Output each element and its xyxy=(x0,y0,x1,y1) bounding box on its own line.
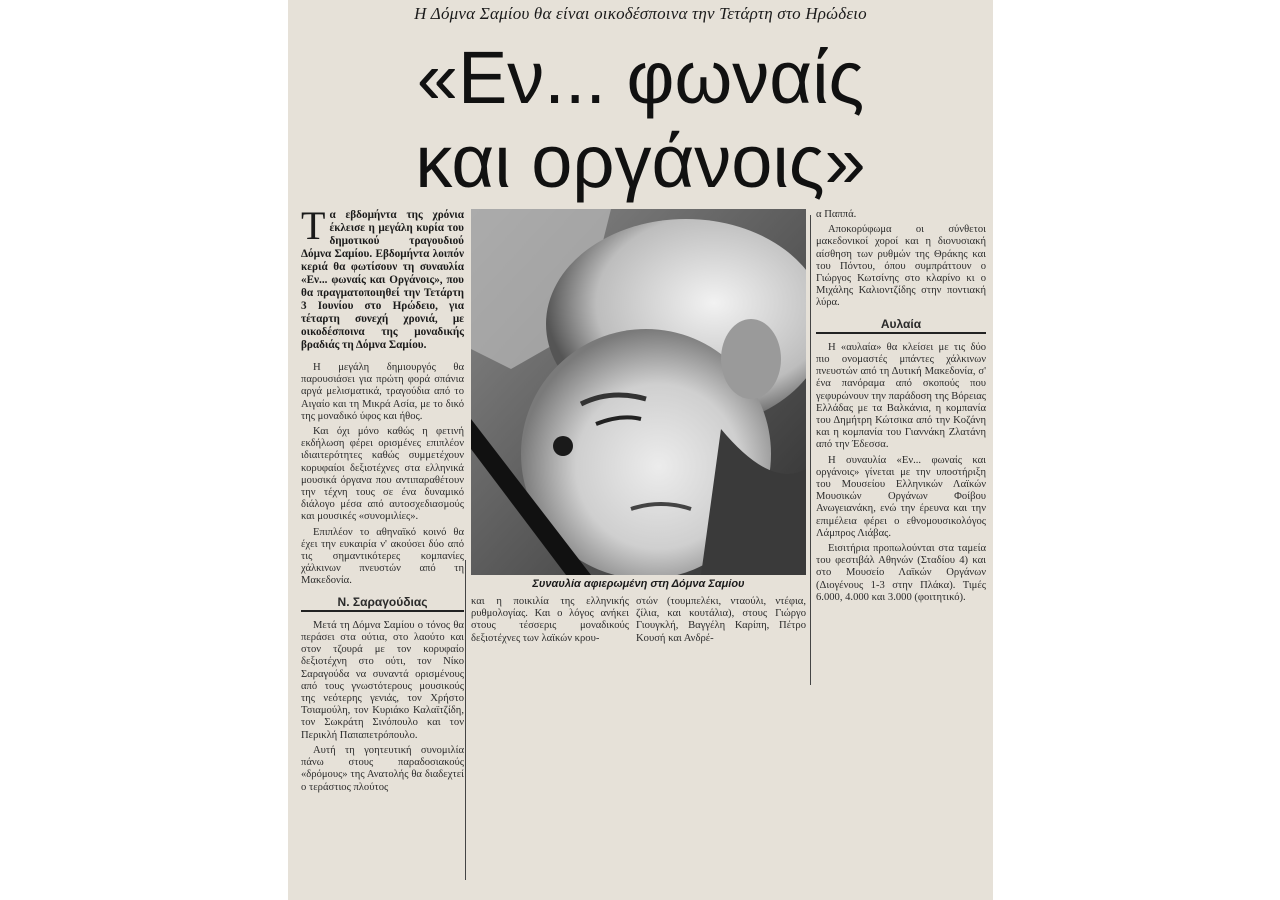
body-paragraph: στών (τουμπελέκι, νταούλι, ντέφια, ζίλια, και κουτάλια), στους Γιώργο Γιουγκλή, Βαγγέλη Καρίπη, Πέτρο Κουσή και Ανδρέ- xyxy=(636,596,806,644)
body-paragraph: Και όχι μόνο καθώς η φετινή εκδήλωση φέρει ορισμένες επιπλέον ιδιαιτερότητες καθώς συμμετέχουν κορυφαίοι δεξιοτέχνες στα ελληνικά μουσικά όργανα που αντιπαραθέτουν την τέχνη τους σε ένα δυναμικό διάλογο μέσα από αυτοσχεδιασμούς και μουσικές «συνομιλίες». xyxy=(301,426,464,523)
body-paragraph: Εισιτήρια προπωλούνται στα ταμεία του φεστιβάλ Αθηνών (Σταδίου 4) και στο Μουσείο Λαϊκών Οργάνων (Διογένους 1-3 στην Πλάκα). Τιμές 6.000, 4.000 και 3.000 (φοιτητικό). xyxy=(816,543,986,603)
column-1 xyxy=(301,203,464,797)
body-paragraph: Η «αυλαία» θα κλείσει με τις δύο πιο ονομαστές μπάντες χάλκινων πνευστών από τη Δυτική Μακεδονία, σ' ένα πανόραμα από σκοπούς που γεφυρώνουν την παράδοση της Βόρειας Ελλάδας με τα Βαλκάνια, η κομπανία του Δημήτρη Κώτσικα από την Κοζάνη και η κομπανία του Γιαννάκη Ζλατάνη από την Έδεσσα. xyxy=(816,341,986,451)
column-3 xyxy=(816,209,986,607)
body-paragraph: Μετά τη Δόμνα Σαμίου ο τόνος θα περάσει στα ούτια, στο λαούτο και στον τζουρά με τον κορυφαίο δεξιοτέχνη στο ούτι, τον Νίκο Σαραγούδα να συναντά ορισμένους από τους γνωστότερους μουσικούς της νεότερης γενιάς, τον Χρήστο Τσιαμούλη, τον Κυριάκο Καλαϊτζίδη, τον Σωκράτη Σινόπουλο και τον Περικλή Παπαπετρόπουλο. xyxy=(301,619,464,741)
body-paragraph: Αυτή τη γοητευτική συνομιλία πάνω στους παραδοσιακούς «δρόμους» της Ανατολής θα διαδεχτεί ο τεράστιος πλούτος xyxy=(301,744,464,793)
body-paragraph: Η συναυλία «Εν... φωναίς και οργάνοις» γίνεται με την υποστήριξη του Μουσείου Ελληνικών Λαϊκών Μουσικών Οργάνων Φοίβου Ανωγειανάκη, ενώ την έρευνα και την επιμέλεια φέρει ο εθνομουσικολόγος Λάμπρος Λιάβας. xyxy=(816,454,986,539)
body-paragraph: Επιπλέον το αθηναϊκό κοινό θα έχει την ευκαιρία ν' ακούσει δύο από τις σημαντικότερες κομπανίες χάλκινων πνευστών από τη Μακεδονία. xyxy=(301,526,464,587)
column-2a xyxy=(471,596,629,648)
photo-caption: Συναυλία αφιερωμένη στη Δόμνα Σαμίου xyxy=(532,578,745,590)
body-paragraph: Αποκορύφωμα οι σύνθετοι μακεδονικοί χοροί και η διονυσιακή αίσθηση των ρυθμών της Θράκης και του Πόντου, όπου συμπράττουν ο Γιώργος Κωτσίνης στο κλαρίνο κι ο Μιχάλης Καλιοντζίδης στην ποντιακή λύρα. xyxy=(816,224,986,309)
drop-cap: Τ xyxy=(301,203,326,248)
lead-paragraph xyxy=(301,203,464,352)
subhead-avlaia: Αυλαία xyxy=(816,318,986,334)
lead-text: α εβδομήντα της χρόνια έκλεισε η μεγάλη κυρία του δημοτικού τραγουδιού Δόμνα Σαμίου. Εβδομήντα λοιπόν κεριά θα φωτίσουν τη συναυλία «Εν... φωναίς και Οργάνοις», που θα πραγματοποιηθεί την Τετάρτη 3 Ιουνίου στο Ηρώδειο, για τέταρτη συνεχή χρονιά, με οικοδέσποινα της μοναδικής βραδιάς τη Δόμνα Σαμίου. xyxy=(301,209,464,351)
headline-line-1: «Εν... φωναίς xyxy=(416,36,865,119)
newspaper-clipping xyxy=(288,0,993,900)
portrait-illustration xyxy=(471,209,806,575)
column-rule xyxy=(810,215,811,685)
headline-line-2: και οργάνοις» xyxy=(415,120,866,203)
kicker-line: Η Δόμνα Σαμίου θα είναι οικοδέσποινα την Τετάρτη στο Ηρώδειο xyxy=(414,4,867,23)
column-rule xyxy=(465,560,466,880)
portrait-photo xyxy=(471,209,806,575)
body-paragraph: Η μεγάλη δημιουργός θα παρουσιάσει για πρώτη φορά σπάνια αργά μελισματικά, τραγούδια από το Αιγαίο και τη Μικρά Ασία, με το δικό της μοναδικό ύφος και ήθος. xyxy=(301,362,464,422)
column-2b xyxy=(636,596,806,648)
body-paragraph: α Παππά. xyxy=(816,209,857,220)
body-paragraph: και η ποικιλία της ελληνικής ρυθμολογίας. Και ο λόγος ανήκει στους τέσσερις μοναδικούς δεξιοτέχνες των λαϊκών κρου- xyxy=(471,596,629,644)
subhead-saragoudas: Ν. Σαραγούδιας xyxy=(301,596,464,612)
